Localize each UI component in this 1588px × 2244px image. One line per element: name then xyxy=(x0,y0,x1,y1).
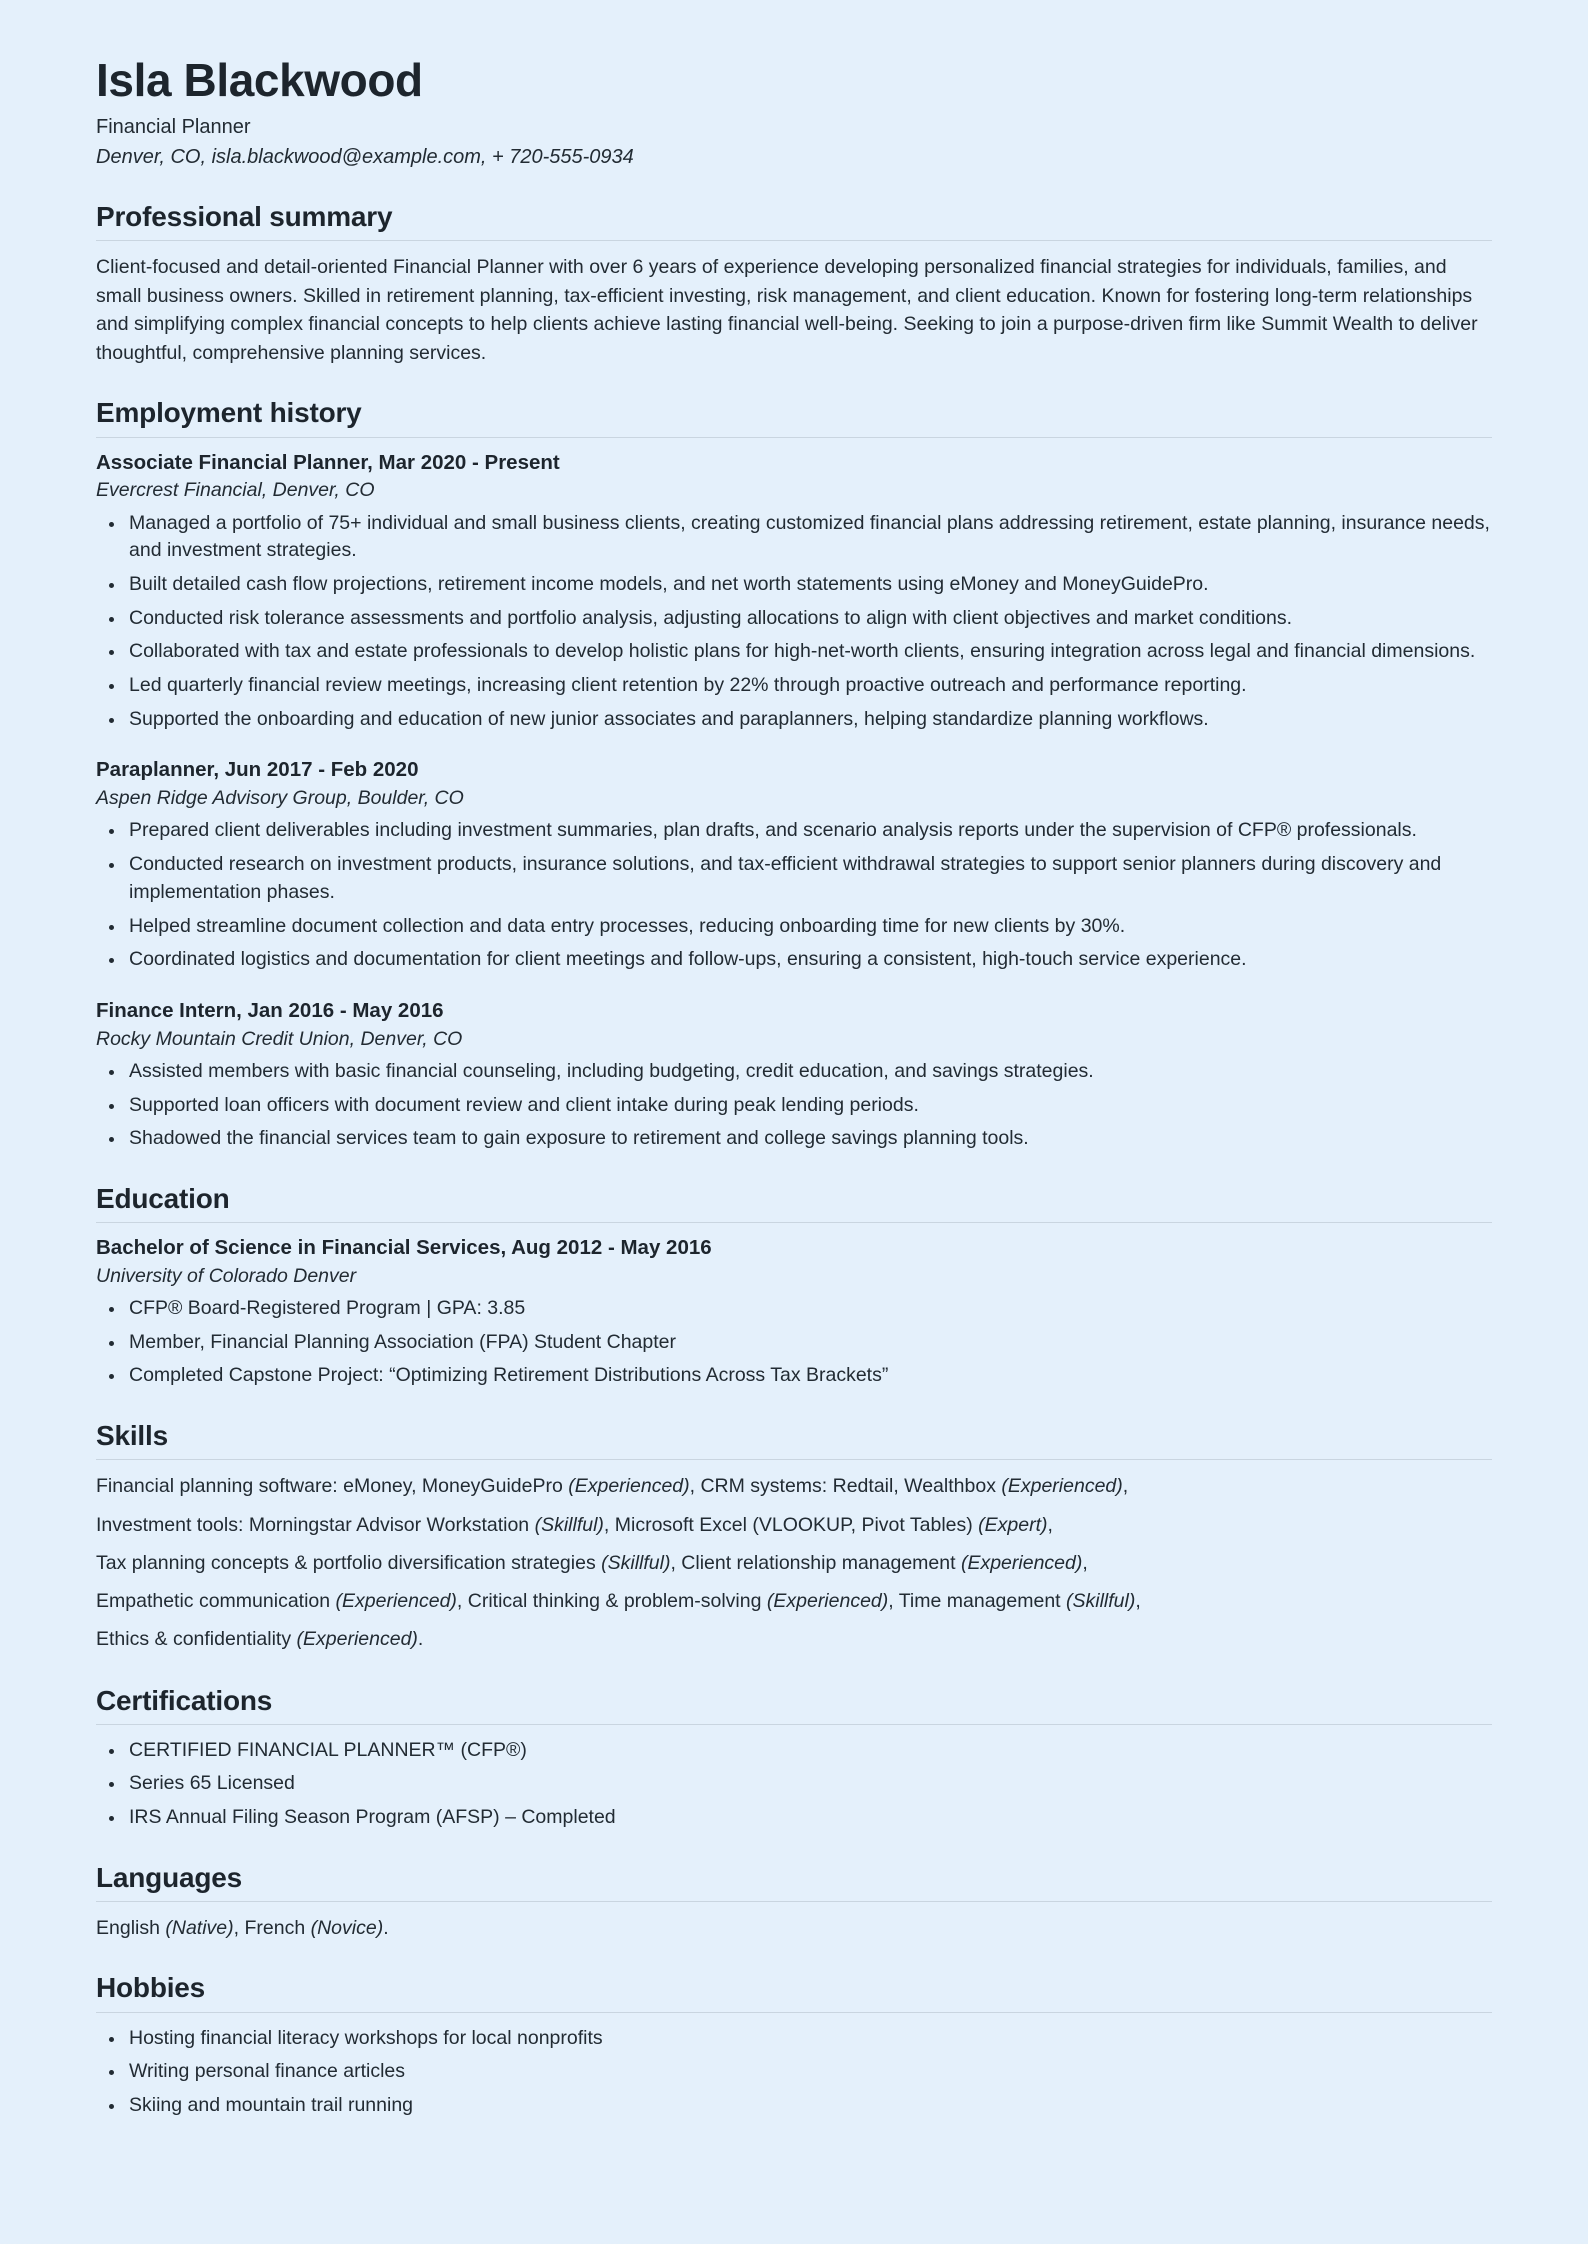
text-fragment: , Client relationship management xyxy=(670,1551,961,1574)
list-item: Coordinated logistics and documentation for client meetings and follow-ups, ensuring a consistent, high-touch service experience. xyxy=(96,946,1492,974)
list-item: Skiing and mountain trail running xyxy=(96,2092,1492,2120)
section-title-education: Education xyxy=(96,1182,230,1214)
certifications-list xyxy=(96,1737,1492,1832)
list-item: Conducted risk tolerance assessments and portfolio analysis, adjusting allocations to align with client objectives and market conditions. xyxy=(96,605,1492,633)
list-item: Managed a portfolio of 75+ individual and small business clients, creating customized financial plans addressing retirement, estate planning, insurance needs, and investment strategies. xyxy=(96,510,1492,565)
text-fragment: , xyxy=(1047,1513,1053,1536)
section-employment-history xyxy=(96,397,1492,1152)
text-fragment: , Microsoft Excel (VLOOKUP, Pivot Tables) xyxy=(603,1513,979,1536)
section-divider xyxy=(96,1901,1492,1902)
proficiency-level: (Skillful) xyxy=(1066,1590,1136,1613)
entry-subtitle: Evercrest Financial, Denver, CO xyxy=(96,479,375,502)
section-title-skills: Skills xyxy=(96,1420,168,1452)
section-certifications xyxy=(96,1685,1492,1832)
section-divider xyxy=(96,240,1492,241)
list-item: Collaborated with tax and estate professionals to develop holistic plans for high-net-worth clients, ensuring integration across legal and financial dimensions. xyxy=(96,638,1492,666)
entry-bullet-list xyxy=(96,817,1492,973)
text-fragment: Investment tools: Morningstar Advisor Workstation xyxy=(96,1513,535,1536)
list-item: Shadowed the financial services team to gain exposure to retirement and college savings planning tools. xyxy=(96,1125,1492,1153)
text-fragment: , French xyxy=(233,1917,311,1940)
entry-subtitle: Aspen Ridge Advisory Group, Boulder, CO xyxy=(96,787,464,810)
text-fragment: English xyxy=(96,1917,166,1940)
skill-line xyxy=(96,1587,1492,1616)
section-skills xyxy=(96,1420,1492,1654)
proficiency-level: (Experienced) xyxy=(1001,1475,1123,1498)
text-fragment: , Time management xyxy=(888,1590,1067,1613)
text-fragment: Empathetic communication xyxy=(96,1590,336,1613)
section-education xyxy=(96,1183,1492,1390)
text-fragment: . xyxy=(417,1628,424,1651)
section-title-languages: Languages xyxy=(96,1861,243,1893)
entry-bullet-list xyxy=(96,510,1492,734)
professional-summary-text: Client-focused and detail-oriented Financial Planner with over 6 years of experience developing personalized financial strategies for individuals, families, and small business owners. Skilled in retirement planning, tax-efficient investing, risk management, and client education. Known for fostering long-term relationships and simplifying complex financial concepts to help clients achieve lasting financial well-being. Seeking to join a purpose-driven firm like Summit Wealth to deliver thoughtful, comprehensive planning services. xyxy=(96,255,1478,364)
experience-entry xyxy=(96,998,1492,1153)
list-item: IRS Annual Filing Season Program (AFSP) – Completed xyxy=(96,1804,1492,1832)
proficiency-level: (Experienced) xyxy=(568,1475,690,1498)
section-title-certifications: Certifications xyxy=(96,1684,273,1716)
entry-subtitle: Rocky Mountain Credit Union, Denver, CO xyxy=(96,1027,463,1050)
proficiency-level: (Skillful) xyxy=(601,1551,671,1574)
proficiency-level: (Experienced) xyxy=(766,1590,889,1613)
entry-title: Bachelor of Science in Financial Services, Aug 2012 - May 2016 xyxy=(96,1236,712,1260)
proficiency-level: (Experienced) xyxy=(335,1590,457,1613)
proficiency-level: (Skillful) xyxy=(534,1513,604,1536)
list-item: CERTIFIED FINANCIAL PLANNER™ (CFP®) xyxy=(96,1737,1492,1765)
list-item: Conducted research on investment products, insurance solutions, and tax-efficient withdrawal strategies to support senior planners during discovery and implementation phases. xyxy=(96,851,1492,906)
entry-subtitle: University of Colorado Denver xyxy=(96,1264,357,1287)
employment-entry-list xyxy=(96,450,1492,1153)
section-professional-summary xyxy=(96,201,1492,368)
languages-line xyxy=(96,1914,1492,1942)
text-fragment: , xyxy=(1122,1475,1129,1498)
text-fragment: , xyxy=(1135,1590,1141,1613)
list-item: Series 65 Licensed xyxy=(96,1770,1492,1798)
hobbies-list xyxy=(96,2025,1492,2120)
section-title-employment-history: Employment history xyxy=(96,397,362,429)
entry-bullet-list xyxy=(96,1058,1492,1153)
list-item: Completed Capstone Project: “Optimizing Retirement Distributions Across Tax Brackets” xyxy=(96,1362,1492,1390)
proficiency-level: (Expert) xyxy=(978,1513,1048,1536)
section-title-professional-summary: Professional summary xyxy=(96,200,393,232)
skill-line xyxy=(96,1472,1492,1501)
resume-content xyxy=(96,56,1492,2120)
experience-entry xyxy=(96,450,1492,734)
list-item: Helped streamline document collection and data entry processes, reducing onboarding time for new clients by 30%. xyxy=(96,913,1492,941)
text-fragment: , CRM systems: Redtail, Wealthbox xyxy=(689,1475,1002,1498)
list-item: Hosting financial literacy workshops for local nonprofits xyxy=(96,2025,1492,2053)
education-entry-list xyxy=(96,1235,1492,1390)
experience-entry xyxy=(96,757,1492,973)
entry-title: Finance Intern, Jan 2016 - May 2016 xyxy=(96,998,444,1022)
entry-bullet-list xyxy=(96,1295,1492,1390)
text-fragment: Financial planning software: eMoney, MoneyGuidePro xyxy=(96,1475,569,1498)
skill-line xyxy=(96,1625,1492,1654)
candidate-name: Isla Blackwood xyxy=(96,54,423,106)
section-languages xyxy=(96,1862,1492,1942)
list-item: Supported the onboarding and education of new junior associates and paraplanners, helping standardize planning workflows. xyxy=(96,706,1492,734)
proficiency-level: (Experienced) xyxy=(296,1628,418,1651)
list-item: Member, Financial Planning Association (FPA) Student Chapter xyxy=(96,1329,1492,1357)
text-fragment: Tax planning concepts & portfolio diversification strategies xyxy=(96,1551,602,1574)
list-item: Writing personal finance articles xyxy=(96,2058,1492,2086)
list-item: Supported loan officers with document review and client intake during peak lending periods. xyxy=(96,1092,1492,1120)
entry-title: Paraplanner, Jun 2017 - Feb 2020 xyxy=(96,758,419,782)
text-fragment: . xyxy=(383,1917,389,1940)
candidate-job-title: Financial Planner xyxy=(96,115,251,138)
list-item: Built detailed cash flow projections, retirement income models, and net worth statements using eMoney and MoneyGuidePro. xyxy=(96,571,1492,599)
proficiency-level: (Native) xyxy=(165,1917,234,1940)
skill-line xyxy=(96,1549,1492,1578)
list-item: CFP® Board-Registered Program | GPA: 3.85 xyxy=(96,1295,1492,1323)
text-fragment: , xyxy=(1082,1551,1088,1574)
section-hobbies xyxy=(96,1972,1492,2119)
section-divider xyxy=(96,437,1492,438)
list-item: Assisted members with basic financial counseling, including budgeting, credit education, and savings strategies. xyxy=(96,1058,1492,1086)
skills-list xyxy=(96,1472,1492,1654)
proficiency-level: (Novice) xyxy=(310,1917,384,1940)
resume-header xyxy=(96,56,1492,171)
list-item: Led quarterly financial review meetings, increasing client retention by 22% through proactive outreach and performance reporting. xyxy=(96,672,1492,700)
entry-title: Associate Financial Planner, Mar 2020 - Present xyxy=(96,450,560,474)
section-divider xyxy=(96,1222,1492,1223)
section-title-hobbies: Hobbies xyxy=(96,1972,206,2004)
text-fragment: , Critical thinking & problem-solving xyxy=(456,1590,767,1613)
section-divider xyxy=(96,2012,1492,2013)
proficiency-level: (Experienced) xyxy=(960,1551,1083,1574)
candidate-contact-line: Denver, CO, isla.blackwood@example.com, + 720-555-0934 xyxy=(96,145,634,168)
section-divider xyxy=(96,1459,1492,1460)
skill-line xyxy=(96,1511,1492,1540)
list-item: Prepared client deliverables including investment summaries, plan drafts, and scenario analysis reports under the supervision of CFP® professionals. xyxy=(96,817,1492,845)
text-fragment: Ethics & confidentiality xyxy=(96,1628,297,1651)
experience-entry xyxy=(96,1235,1492,1390)
section-divider xyxy=(96,1724,1492,1725)
